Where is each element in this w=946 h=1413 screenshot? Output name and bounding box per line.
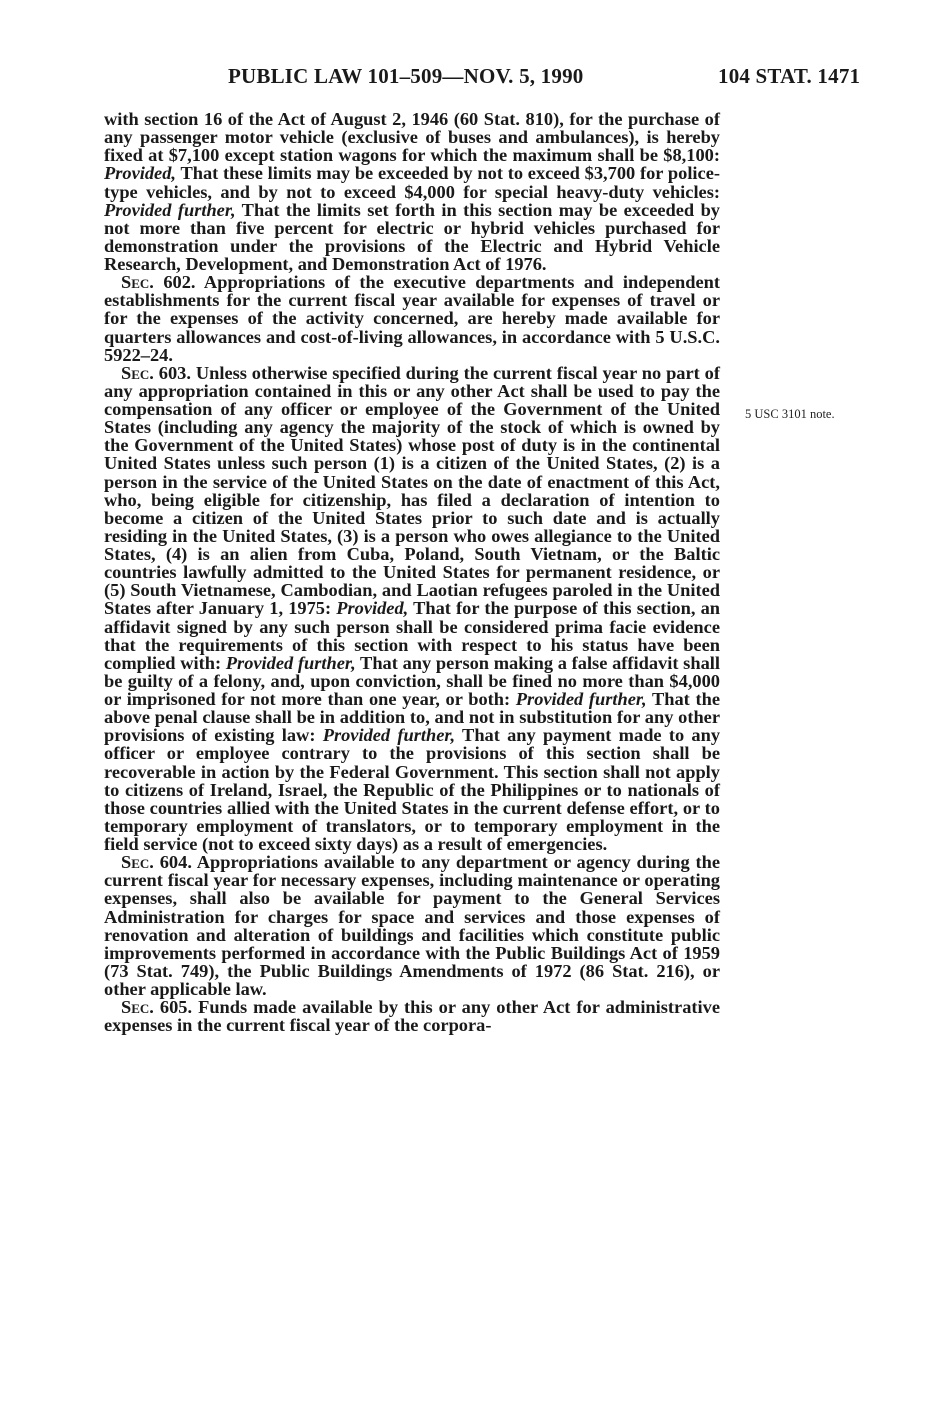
paragraph-text: Appropriations available to any department or agency during the current fiscal year for necessary expenses, including maintenance or operating expenses, shall also be available for payment to the General Services Administration for charges for space and services and those expenses of renovation and alteration of buildings and facilities which constitute public improvements performed in accordance with the Public Buildings Act of 1959 (73 Stat. 749), the Public Buildings Amendments of 1972 (86 Stat. 216), or other applicable law. [104, 852, 720, 999]
section-605 [104, 998, 720, 1034]
proviso-italic: Provided, [336, 598, 409, 619]
section-label: Sec. 603. [121, 362, 191, 383]
section-label: Sec. 605. [121, 997, 193, 1018]
proviso-italic: Provided further, [104, 199, 236, 220]
section-603 [104, 364, 720, 853]
section-label: Sec. 604. [121, 852, 192, 873]
proviso-italic: Provided further, [322, 725, 456, 746]
paragraph-text: Appropriations of the executive departments and independent establishments for the current fiscal year available for expenses of travel or for the expenses of the activity concerned, are hereby made available for quarters allowances and cost-of-living allowances, in accordance with 5 U.S.C. 5922–24. [104, 272, 720, 365]
section-label: Sec. 602. [121, 272, 196, 293]
paragraph-text: That the limits set forth in this section may be exceeded by not more than five percent for electric or hybrid vehicles purchased for demonstration under the provisions of the Electric and Hybrid Vehicle Research, Development, and Demonstration Act of 1976. [104, 199, 720, 274]
section-604 [104, 853, 720, 998]
proviso-italic: Provided further, [225, 652, 356, 673]
paragraph-text: with section 16 of the Act of August 2, 1946 (60 Stat. 810), for the purchase of any passenger motor vehicle (exclusive of buses and ambulances), is hereby fixed at $7,100 except station wagons for which the maximum shall be $8,100: [104, 109, 720, 166]
section-602 [104, 273, 720, 364]
header-stat-page: 104 STAT. 1471 [718, 64, 861, 88]
paragraph-text: That the above penal clause shall be in addition to, and not in substitution for any other provisions of existing law: [104, 689, 720, 746]
paragraph-text: That any person making a false affidavit shall be guilty of a felony, and, upon conviction, shall be fined no more than $4,000 or imprisoned for not more than one year, or both: [104, 652, 720, 709]
paragraph-text: That any payment made to any officer or employee contrary to the provisions of this section shall be recoverable in action by the Federal Government. This section shall not apply to citizens of Ireland, Israel, the Republic of the Philippines or to nationals of those countries allied with the United States in the current defense effort, or to temporary employment of translators, or to temporary employment in the field service (not to exceed sixty days) as a result of emergencies. [104, 725, 721, 854]
paragraph-text: That these limits may be exceeded by not to exceed $3,700 for police-type vehicles, and by not to exceed $4,000 for special heavy-duty vehicles: [104, 163, 720, 202]
running-header [0, 64, 946, 92]
paragraph-text: That for the purpose of this section, an affidavit signed by any such person shall be considered prima facie evidence that the requirements of this section with respect to his status have been complied with: [104, 598, 721, 673]
paragraph-text: Unless otherwise specified during the current fiscal year no part of any appropriation contained in this or any other Act shall be used to pay the compensation of any officer or employee of the Government of the United States (including any agency the majority of the stock of which is owned by the Government of the United States) whose post of duty is in the continental United States unless such person (1) is a citizen of the United States, (2) is a person in the service of the United States on the date of enactment of this Act, who, being eligible for citizenship, has filed a declaration of intention to become a citizen of the United States prior to such date and is actually residing in the United States, (3) is a person who owes allegiance to the United States, (4) is an alien from Cuba, Poland, South Vietnam, or the Baltic countries lawfully admitted to the United States for permanent residence, or (5) South Vietnamese, Cambodian, and Laotian refugees paroled in the United States after January 1, 1975: [104, 362, 720, 619]
document-body [104, 110, 720, 1034]
paragraph-text: Funds made available by this or any other Act for administrative expenses in the current fiscal year of the corpora- [104, 997, 720, 1036]
proviso-italic: Provided further, [515, 689, 647, 709]
margin-note: 5 USC 3101 note. [745, 407, 835, 421]
paragraph-continuation [104, 110, 720, 273]
proviso-italic: Provided, [104, 163, 177, 184]
header-title: PUBLIC LAW 101–509—NOV. 5, 1990 [228, 64, 584, 88]
